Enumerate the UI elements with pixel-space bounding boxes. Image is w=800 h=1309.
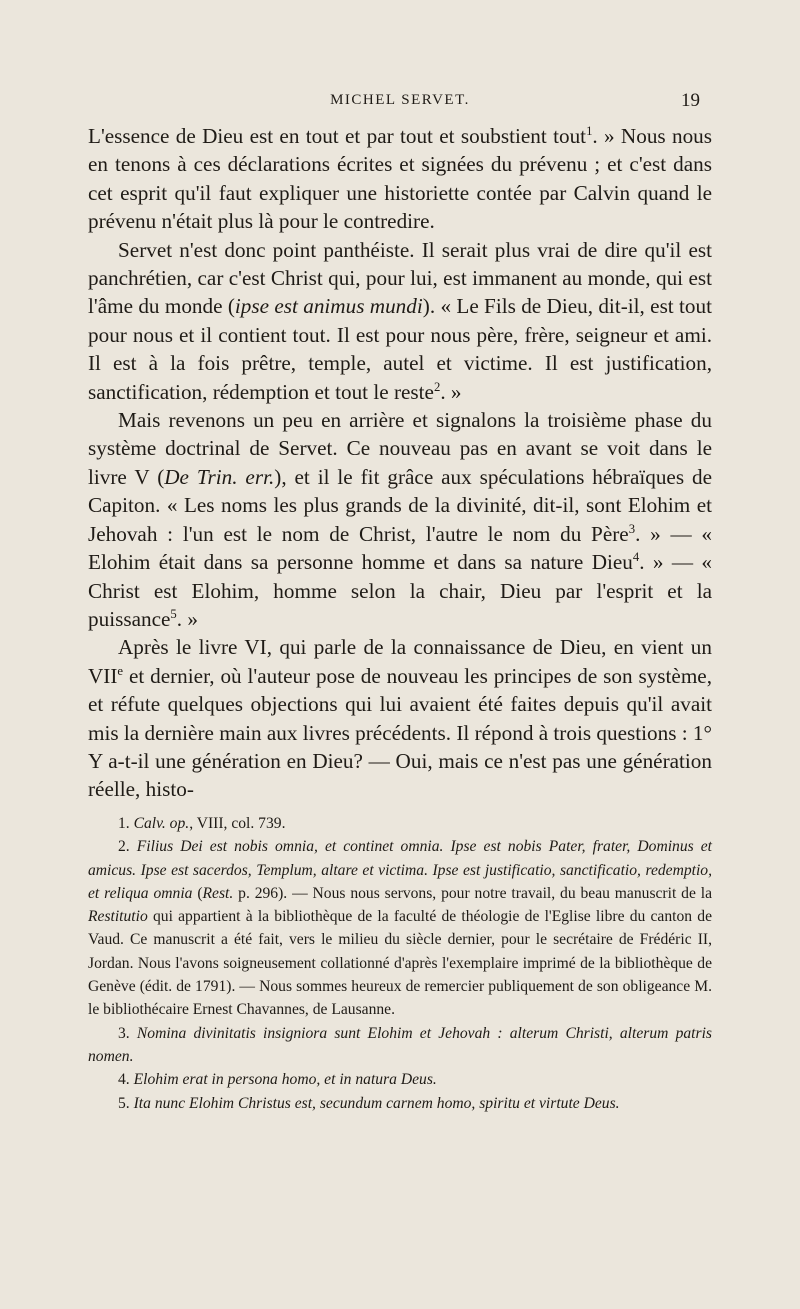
paragraph-1: L'essence de Dieu est en tout et par tout et soubstient tout$^1$. » Nous nous en tenons à ces déclarations écrites et signées du prévenu ; et c'est dans cet esprit qu'il faut expliquer une historiette contée par Calvin quand le prévenu n'était plus là pour le contredire. <box>88 123 713 234</box>
footnote-3: 3. Nomina divinitatis insigniora sunt Elohim et Jehovah : alterum Christi, alterum patris nomen. <box>88 1024 712 1065</box>
footnotes <box>88 812 712 1115</box>
footnote-1: 1. Calv. op., VIII, col. 739. <box>118 815 286 832</box>
paragraph-4: Après le livre VI, qui parle de la connaissance de Dieu, en vient un VIIe et dernier, où l'auteur pose de nouveau les principes de son système, et réfute quelques objections qui lui avaient été faites depuis qu'il avait mis la dernière main aux livres précédents. Il répond à trois questions : 1° Y a-t-il une génération en Dieu? — Oui, mais ce n'est pas une génération réelle, histo- <box>88 635 712 802</box>
footnote-5: 5. Ita nunc Elohim Christus est, secundum carnem homo, spiritu et virtute Deus. <box>118 1094 620 1112</box>
footnote-ref-1: 1 <box>586 123 593 138</box>
footnote-ref-3: 3 <box>628 521 636 536</box>
paragraph-3: Mais revenons un peu en arrière et signalons la troisième phase du système doctrinal de Servet. Ce nouveau pas en avant se voit dans le livre V (De Trin. err.), et il le fit grâce aux spéculations hébraïques de Capiton. « Les noms les plus grands de la divinité, dit-il, sont Elohim et Jehovah : l'un est le nom de Christ, l'autre le nom du Père$^3$. » — « Elohim était dans sa personne homme et dans sa nature Dieu$^4$. » — « Christ est Elohim, homme selon la chair, Dieu par l'esprit et la puissance$^5$. » <box>88 408 713 631</box>
footnote-4: 4. Elohim erat in persona homo, et in natura Deus. <box>118 1071 437 1089</box>
page-header <box>88 92 712 120</box>
main-text <box>88 122 712 804</box>
footnote-2: 2. Filius Dei est nobis omnia, et continet omnia. Ipse est nobis Pater, frater, Dominus et amicus. Ipse est sacerdos, Templum, altare et victima. Ipse est justificatio, sanctificatio, redemptio, et reliqua omnia (Rest. p. 296). — Nous nous servons, pour notre travail, du beau manuscrit de la Restitutio qui appartient à la bibliothèque de la faculté de théologie de l'Eglise libre du canton de Vaud. Ce manuscrit a été fait, vers le milieu du siècle dernier, pour le secrétaire de Frédéric II, Jordan. Nous l'avons soigneusement collationné d'après l'exemplaire imprimé de la bibliothèque de Genève (édit. de 1791). — Nous sommes heureux de remercier publiquement de son obligeance M. le bibliothécaire Ernest Chavannes, de Lausanne. <box>88 838 713 1019</box>
paragraph-2: Servet n'est donc point panthéiste. Il serait plus vrai de dire qu'il est panchrétien, car c'est Christ qui, pour lui, est immanent au monde, qui est l'âme du monde (ipse est animus mundi). « Le Fils de Dieu, dit-il, est tout pour nous et il contient tout. Il est pour nous père, frère, seigneur et ami. Il est à la fois prêtre, temple, autel et victime. Il est justification, sanctification, rédemption et tout le reste$^2$. » <box>88 237 712 404</box>
footnote-ref-5: 5 <box>170 606 177 621</box>
page-number: 19 <box>681 90 700 111</box>
running-title: MICHEL SERVET. <box>330 92 470 108</box>
footnote-ref-2: 2 <box>433 379 441 394</box>
footnote-ref-4: 4 <box>632 550 640 565</box>
